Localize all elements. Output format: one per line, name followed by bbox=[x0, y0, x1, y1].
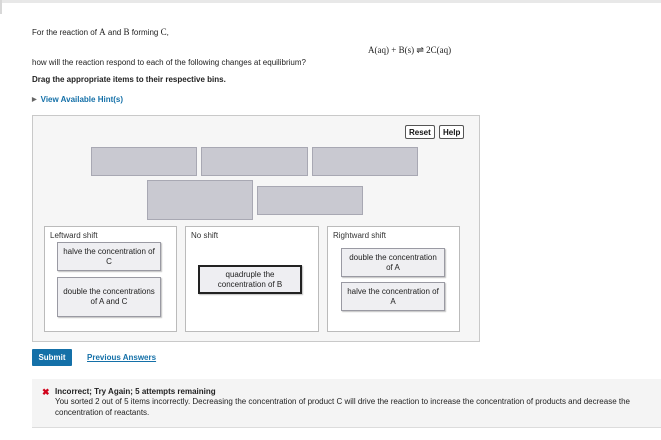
drag-item[interactable]: halve the concentration of C bbox=[57, 242, 161, 271]
empty-slot[interactable] bbox=[257, 186, 363, 215]
question-prompt: how will the reaction respond to each of the following changes at equilibrium? bbox=[32, 58, 306, 67]
view-hints-link[interactable]: ▶ View Available Hint(s) bbox=[32, 95, 124, 104]
reaction-equation: A(aq) + B(s) ⇌ 2C(aq) bbox=[368, 45, 452, 55]
instruction: Drag the appropriate items to their respective bins. bbox=[32, 75, 226, 84]
bin-title: Leftward shift bbox=[50, 231, 98, 240]
empty-slot[interactable] bbox=[147, 180, 253, 220]
empty-slot[interactable] bbox=[201, 147, 308, 176]
drag-item[interactable]: double the concentration of A bbox=[341, 248, 445, 277]
submit-button[interactable]: Submit bbox=[32, 349, 72, 366]
bin-rightward-shift[interactable] bbox=[327, 226, 460, 332]
feedback-panel bbox=[32, 379, 661, 428]
previous-answers-link[interactable]: Previous Answers bbox=[87, 353, 157, 362]
caret-right-icon: ▶ bbox=[32, 97, 37, 103]
help-button[interactable]: Help bbox=[439, 125, 464, 139]
empty-slot[interactable] bbox=[312, 147, 418, 176]
feedback-message: You sorted 2 out of 5 items incorrectly. Decreasing the concentration of product C will drive the reaction to increase the concentration of products and decrease the concentration of reactants. bbox=[55, 397, 630, 417]
bin-title: Rightward shift bbox=[333, 231, 386, 240]
feedback-title: Incorrect; Try Again; 5 attempts remaining bbox=[55, 387, 216, 396]
drag-item[interactable]: halve the concentration of A bbox=[341, 282, 445, 311]
reset-button[interactable]: Reset bbox=[405, 125, 435, 139]
question-intro: For the reaction of A and B forming C, bbox=[32, 27, 169, 37]
top-bar bbox=[0, 0, 661, 3]
x-icon: ✖ bbox=[42, 387, 50, 397]
empty-slot[interactable] bbox=[91, 147, 197, 176]
bin-title: No shift bbox=[191, 231, 219, 240]
drag-item[interactable]: double the concentrations of A and C bbox=[57, 277, 161, 317]
drag-item[interactable]: quadruple the concentration of B bbox=[198, 265, 302, 294]
left-rule bbox=[0, 0, 2, 14]
